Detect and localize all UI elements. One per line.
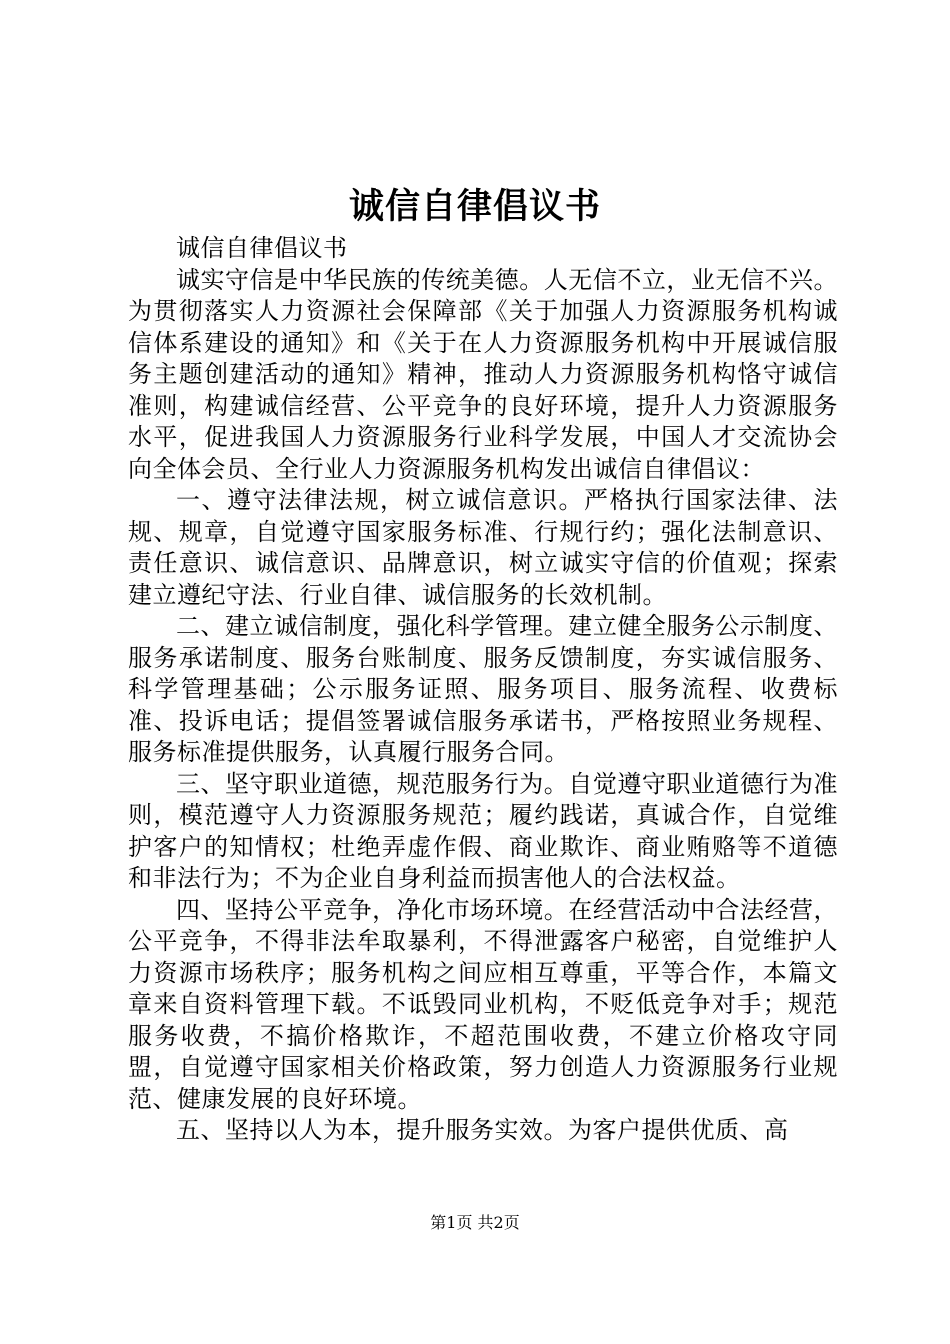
paragraph-heading: 诚信自律倡议书 bbox=[176, 234, 348, 262]
paragraph-item-5: 五、坚持以人为本，提升服务实效。为客户提供优质、高 bbox=[176, 1116, 789, 1144]
document-title: 诚信自律倡议书 bbox=[348, 187, 601, 227]
paragraph-item-4: 四、坚持公平竞争，净化市场环境。在经营活动中合法经营，公平竞争，不得非法牟取暴利，不得泄露客户秘密，自觉维护人力资源市场秩序；服务机构之间应相互尊重，平等合作，本篇文章来自资料管理下载。不诋毁同业机构，不贬低竞争对手；规范服务收费，不搞价格欺诈，不超范围收费，不建立价格攻守同盟，自觉遵守国家相关价格政策，努力创造人力资源服务行业规范、健康发展的良好环境。 bbox=[128, 895, 838, 1113]
page-footer: 第1页 共2页 bbox=[430, 1213, 520, 1232]
document-body bbox=[128, 233, 838, 1147]
paragraph-intro: 诚实守信是中华民族的传统美德。人无信不立，业无信不兴。为贯彻落实人力资源社会保障部《关于加强人力资源服务机构诚信体系建设的通知》和《关于在人力资源服务机构中开展诚信服务主题创建活动的通知》精神，推动人力资源服务机构恪守诚信准则，构建诚信经营、公平竞争的良好环境，提升人力资源服务水平，促进我国人力资源服务行业科学发展，中国人才交流协会向全体会员、全行业人力资源服务机构发出诚信自律倡议： bbox=[128, 265, 838, 483]
paragraph-item-1: 一、遵守法律法规，树立诚信意识。严格执行国家法律、法规、规章，自觉遵守国家服务标准、行规行约；强化法制意识、责任意识、诚信意识、品牌意识，树立诚实守信的价值观；探索建立遵纪守法、行业自律、诚信服务的长效机制。 bbox=[128, 486, 838, 609]
paragraph-item-2: 二、建立诚信制度，强化科学管理。建立健全服务公示制度、服务承诺制度、服务台账制度、服务反馈制度，夯实诚信服务、科学管理基础；公示服务证照、服务项目、服务流程、收费标准、投诉电话；提倡签署诚信服务承诺书，严格按照业务规程、服务标准提供服务，认真履行服务合同。 bbox=[128, 612, 838, 766]
paragraph-item-3: 三、坚守职业道德，规范服务行为。自觉遵守职业道德行为准则，模范遵守人力资源服务规范；履约践诺，真诚合作，自觉维护客户的知情权；杜绝弄虚作假、商业欺诈、商业贿赂等不道德和非法行为；不为企业自身利益而损害他人的合法权益。 bbox=[128, 769, 838, 892]
